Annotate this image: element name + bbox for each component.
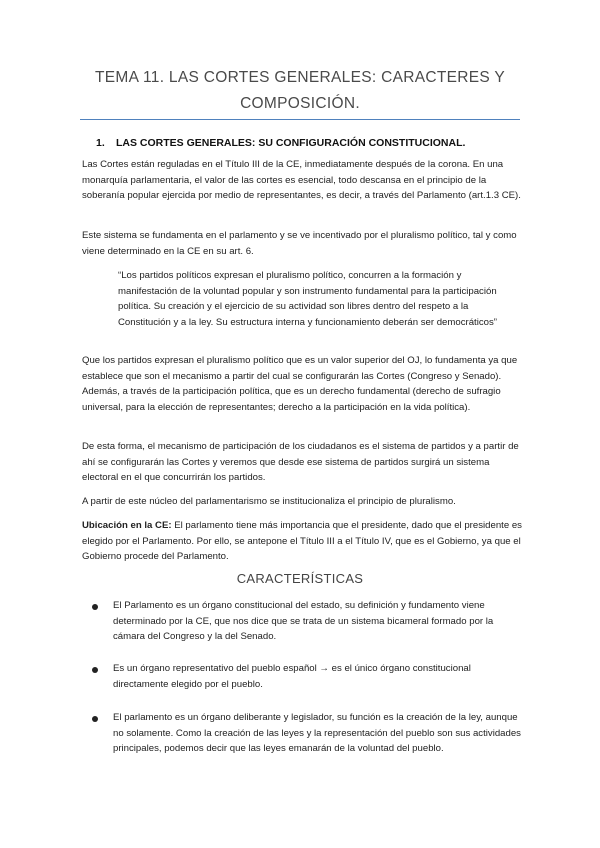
bullet-icon [92,667,98,673]
ubicacion-label: Ubicación en la CE: [82,520,172,531]
paragraph-5: A partir de este núcleo del parlamentarismo se institucionaliza el principio de pluralismo. [82,496,456,507]
paragraph-4: De esta forma, el mecanismo de participación de los ciudadanos es el sistema de partidos y a partir de ahí se configurarán las Cortes y veremos que desde ese sistema de partidos surgirá un sistema electoral en el que concurrirán los partidos. [82,441,519,484]
paragraph-2: Este sistema se fundamenta en el parlamento y se ve incentivado por el pluralismo político, tal y como viene determinado en la CE en su art. 6. [82,230,517,257]
characteristic-item-2: Es un órgano representativo del pueblo español → es el único órgano constitucional directamente elegido por el pueblo. [113,663,471,690]
document-title-line-1: TEMA 11. LAS CORTES GENERALES: CARACTERES Y [95,69,505,86]
section-heading-text: LAS CORTES GENERALES: SU CONFIGURACIÓN CONSTITUCIONAL. [116,137,466,149]
characteristics-heading: CARACTERÍSTICAS [236,571,364,586]
paragraph-6 [82,518,522,565]
characteristic-item-3: El parlamento es un órgano deliberante y legislador, su función es la creación de la ley, aunque no solamente. Como la creación de las leyes y la representación del pueblo son sus actividades principales, podemos decir que las leyes emanarán de la voluntad del pueblo. [113,712,521,755]
ubicacion-text: El parlamento tiene más importancia que el presidente, dado que el presidente es elegido por el Parlamento. Por ello, se antepone el Título III a el Título IV, que es el Gobierno, ya que el Gobierno procede del Parlamento. [82,520,522,563]
characteristic-item-1: El Parlamento es un órgano constitucional del estado, su definición y fundamento viene determinado por la CE, que nos dice que se trata de un sistema bicameral formado por la cámara del Congreso y la del Senado. [113,600,494,643]
section-heading [96,137,465,149]
title-divider [80,119,520,120]
paragraph-1: Las Cortes están reguladas en el Título III de la CE, inmediatamente después de la corona. En una monarquía parlamentaria, el valor de las cortes es esencial, todo descansa en el principio de la soberanía popular ejercida por medio de representantes, es decir, a través del Parlamento (art.1.3 CE). [82,159,521,202]
constitution-quote: “Los partidos políticos expresan el pluralismo político, concurren a la formación y manifestación de la voluntad popular y son instrumento fundamental para la participación política. Su creación y el ejercicio de su actividad son libres dentro del respeto a la Constitución y a la ley. Su estructura interna y funcionamiento deberán ser democráticos” [118,270,497,328]
bullet-icon [92,604,98,610]
paragraph-3: Que los partidos expresan el pluralismo político que es un valor superior del OJ, lo fundamenta ya que establece que son el mecanismo a partir del cual se configurarán las Cortes (Congreso y Senado). Además, a través de la participación política, que es un derecho fundamental (derecho de sufragio universal, para la elección de representantes; derecho a la participación en la vida política). [82,355,518,413]
document-title-line-2: COMPOSICIÓN. [240,95,360,112]
bullet-icon [92,716,98,722]
section-number: 1. [96,137,105,149]
